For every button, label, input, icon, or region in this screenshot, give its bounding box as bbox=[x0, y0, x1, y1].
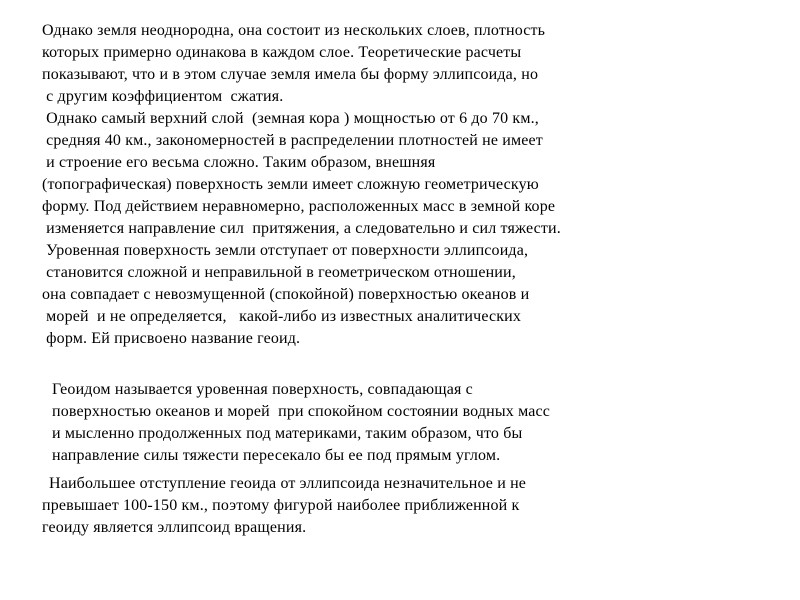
text-line: изменяется направление сил притяжения, а следовательно и сил тяжести. bbox=[42, 220, 561, 237]
text-line: превышает 100-150 км., поэтому фигурой наиболее приближенной к bbox=[42, 497, 520, 514]
text-line: форму. Под действием неравномерно, расположенных масс в земной коре bbox=[42, 198, 556, 215]
text-line: с другим коэффициентом сжатия. bbox=[42, 88, 284, 105]
text-line: Однако самый верхний слой (земная кора ) мощностью от 6 до 70 км., bbox=[42, 110, 539, 127]
text-line: направление силы тяжести пересекало бы ее под прямым углом. bbox=[52, 447, 501, 464]
text-line: она совпадает с невозмущенной (спокойной) поверхностью океанов и bbox=[42, 286, 530, 303]
text-line: геоиду является эллипсоид вращения. bbox=[42, 519, 307, 536]
text-line: и мысленно продолженных под материками, таким образом, что бы bbox=[52, 425, 523, 442]
text-line: и строение его весьма сложно. Таким образом, внешняя bbox=[42, 154, 436, 171]
text-line: Наибольшее отступление геоида от эллипсоида незначительное и не bbox=[49, 475, 527, 492]
text-line: показывают, что и в этом случае земля имела бы форму эллипсоида, но bbox=[42, 66, 539, 83]
text-line: Геоидом называется уровенная поверхность, совпадающая с bbox=[52, 381, 473, 398]
text-line: морей и не определяется, какой-либо из известных аналитических bbox=[42, 308, 522, 325]
text-line: (топографическая) поверхность земли имеет сложную геометрическую bbox=[42, 176, 539, 193]
text-line: становится сложной и неправильной в геометрическом отношении, bbox=[42, 264, 516, 281]
text-line: которых примерно одинакова в каждом слое. Теоретические расчеты bbox=[42, 44, 522, 61]
text-line: средняя 40 км., закономерностей в распределении плотностей не имеет bbox=[42, 132, 543, 149]
text-line: Уровенная поверхность земли отступает от поверхности эллипсоида, bbox=[42, 242, 529, 259]
text-line: Однако земля неоднородна, она состоит из нескольких слоев, плотность bbox=[42, 22, 546, 39]
text-line: поверхностью океанов и морей при спокойном состоянии водных масс bbox=[52, 403, 550, 420]
text-line: форм. Ей присвоено название геоид. bbox=[42, 330, 301, 347]
